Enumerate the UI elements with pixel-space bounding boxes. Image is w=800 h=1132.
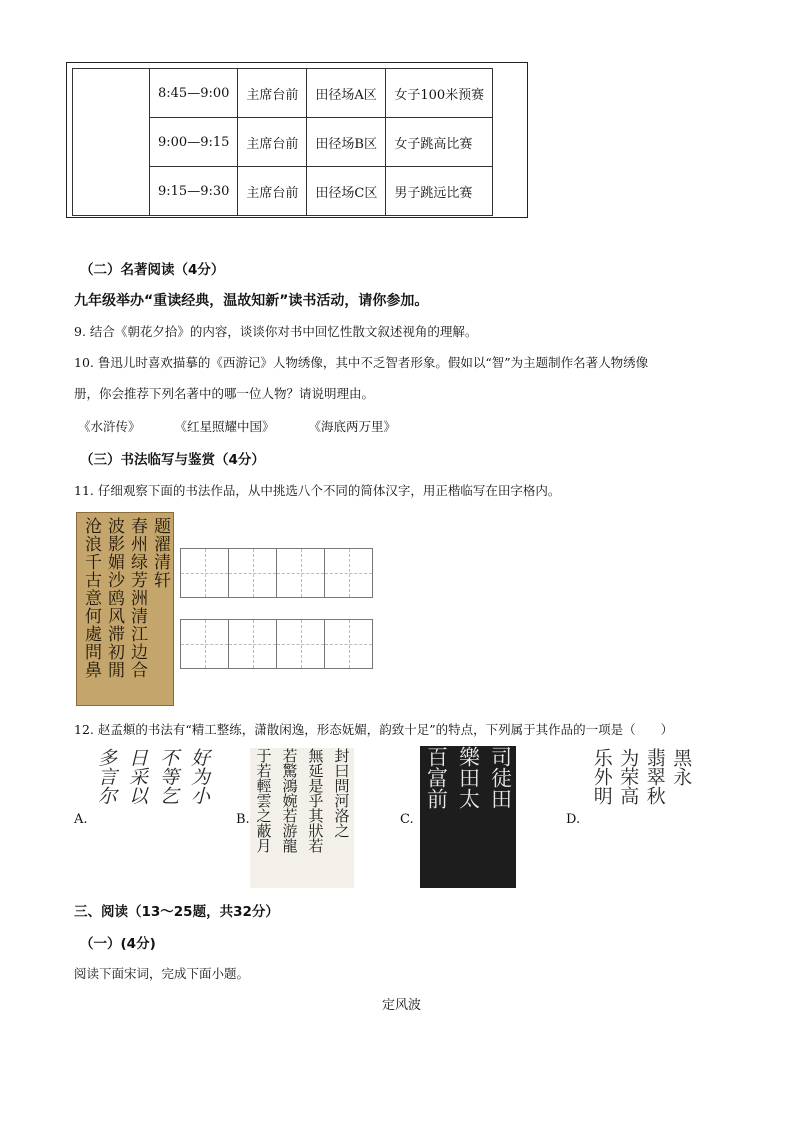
section-heading-masterpiece: （二）名著阅读（4分） <box>80 262 225 278</box>
table-cell-time: 9:15—9:30 <box>150 167 238 216</box>
activity-intro: 九年级举办“重读经典，温故知新”读书活动，请你参加。 <box>74 293 429 309</box>
calligraphy-column: 沧浪千古意何處問鼻 <box>81 517 101 679</box>
option-d-column: 黑永 <box>670 748 693 786</box>
tianzige-cell[interactable] <box>324 548 373 598</box>
question-10-line1: 10. 鲁迅儿时喜欢描摹的《西游记》人物绣像，其中不乏智者形象。假如以“智”为主题制作名著人物绣像 <box>74 355 649 370</box>
option-b-column: 若驚鴻婉若游龍 <box>280 748 299 853</box>
option-b-column: 封曰問河洛之 <box>332 748 351 838</box>
tianzige-cell[interactable] <box>228 619 277 669</box>
option-d-column: 为荣高 <box>617 748 640 805</box>
option-d-column: 乐外明 <box>590 748 613 805</box>
subsection-heading: （一）(4分) <box>80 936 156 952</box>
reading-instruction: 阅读下面宋词，完成下面小题。 <box>74 966 250 981</box>
option-a-column: 好为小 <box>188 748 210 805</box>
option-c-column: 百富前 <box>424 746 449 809</box>
tianzige-cell[interactable] <box>180 548 229 598</box>
book-title: 《海底两万里》 <box>308 419 397 434</box>
option-b-column: 于若輕雲之蔽月 <box>254 748 273 853</box>
option-c-column: 樂田太 <box>456 746 481 809</box>
table-cell-place: 主席台前 <box>238 69 307 118</box>
option-b-label[interactable]: B. <box>236 812 250 827</box>
table-cell-blank <box>73 69 150 216</box>
calligraphy-artwork <box>76 512 174 706</box>
option-c-image <box>420 746 516 888</box>
question-9: 9. 结合《朝花夕拾》的内容，谈谈你对书中回忆性散文叙述视角的理解。 <box>74 324 478 339</box>
tianzige-cell[interactable] <box>180 619 229 669</box>
question-12: 12. 赵孟頫的书法有“精工整练，潇散闲逸，形态妩媚，韵致十足”的特点，下列属于其作品的一项是（ ） <box>74 722 674 737</box>
option-a-label[interactable]: A. <box>74 812 88 827</box>
table-cell-place: 主席台前 <box>238 118 307 167</box>
tianzige-grid-row-1 <box>181 548 373 598</box>
table-cell-time: 9:00—9:15 <box>150 118 238 167</box>
option-a-column: 日采以 <box>126 748 148 805</box>
table-cell-area: 田径场B区 <box>307 118 386 167</box>
question-11: 11. 仔细观察下面的书法作品，从中挑选八个不同的简体汉字，用正楷临写在田字格内。 <box>74 483 561 498</box>
tianzige-cell[interactable] <box>276 548 325 598</box>
tianzige-cell[interactable] <box>324 619 373 669</box>
table-cell-area: 田径场C区 <box>307 167 386 216</box>
calligraphy-column: 题濯清轩 <box>150 517 170 589</box>
option-b-column: 無延是乎其狀若 <box>306 748 325 853</box>
option-a-image <box>90 748 214 888</box>
book-list <box>78 417 426 435</box>
tianzige-grid-row-2 <box>181 619 373 669</box>
table-cell-area: 田径场A区 <box>307 69 386 118</box>
option-a-column: 多言尔 <box>95 748 117 805</box>
option-c-label[interactable]: C. <box>400 812 414 827</box>
schedule-table <box>72 68 493 216</box>
table-cell-event: 男子跳远比赛 <box>386 167 493 216</box>
part-heading-reading: 三、阅读（13～25题，共32分） <box>74 904 279 920</box>
book-title: 《红星照耀中国》 <box>174 419 275 434</box>
calligraphy-column: 春州绿芳洲清江边合 <box>127 517 147 679</box>
question-10-line2: 册，你会推荐下列名著中的哪一位人物？请说明理由。 <box>74 386 375 401</box>
option-d-label[interactable]: D. <box>566 812 581 827</box>
table-cell-event: 女子100米预赛 <box>386 69 493 118</box>
option-d-image <box>588 748 694 888</box>
poem-title: 定风波 <box>382 998 422 1013</box>
book-title: 《水浒传》 <box>78 419 141 434</box>
tianzige-cell[interactable] <box>276 619 325 669</box>
table-cell-event: 女子跳高比赛 <box>386 118 493 167</box>
section-heading-calligraphy: （三）书法临写与鉴赏（4分） <box>80 452 265 468</box>
table-row <box>73 69 493 118</box>
table-cell-time: 8:45—9:00 <box>150 69 238 118</box>
tianzige-cell[interactable] <box>228 548 277 598</box>
table-cell-place: 主席台前 <box>238 167 307 216</box>
option-d-column: 翡翠秋 <box>643 748 666 805</box>
option-c-column: 司徒田 <box>488 746 513 809</box>
option-a-column: 不等乞 <box>157 748 179 805</box>
option-b-image <box>250 748 354 888</box>
calligraphy-column: 波影媚沙鸥风滞初閒 <box>104 517 124 679</box>
